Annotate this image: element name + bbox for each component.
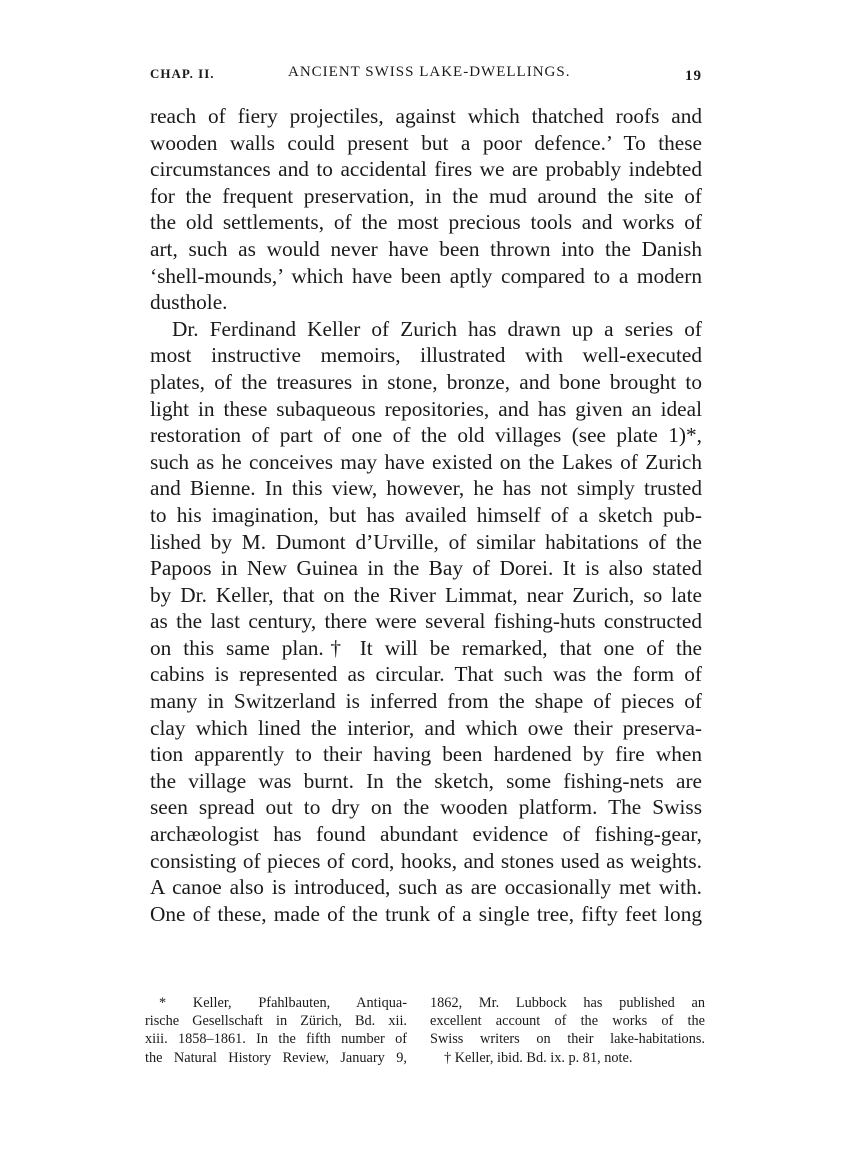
footnote-line: † Keller, ibid. Bd. ix. p. 81, note.: [444, 1049, 633, 1066]
text-line: most instructive memoirs, illustrated with well-executed: [150, 343, 702, 368]
page-number: 19: [685, 68, 702, 84]
body-text: [150, 103, 702, 927]
footnote-column-left: [145, 994, 407, 1067]
text-line: wooden walls could present but a poor defence.’ To these: [150, 130, 702, 155]
text-line: and Bienne. In this view, however, he has not simply trusted: [150, 476, 702, 501]
text-line: for the frequent preservation, in the mud around the site of: [150, 183, 702, 208]
text-line: restoration of part of one of the old villages (see plate 1)*,: [150, 423, 702, 448]
footnote-line: Swiss writers on their lake-habitations.: [430, 1031, 705, 1048]
paragraph-1: [150, 103, 702, 316]
text-line: circumstances and to accidental fires we are probably indebted: [150, 157, 702, 182]
text-line: archæologist has found abundant evidence of fishing-gear,: [150, 822, 702, 847]
text-line: the village was burnt. In the sketch, some fishing-nets are: [150, 768, 702, 793]
footnote-line: rische Gesellschaft in Zürich, Bd. xii.: [145, 1013, 407, 1030]
text-line: dusthole.: [150, 290, 228, 315]
text-line: the old settlements, of the most precious tools and works of: [150, 210, 702, 235]
footnote-line: xiii. 1858–1861. In the fifth number of: [145, 1031, 407, 1048]
running-title: ANCIENT SWISS LAKE-DWELLINGS.: [288, 64, 571, 80]
text-line: as the last century, there were several fishing-huts constructed: [150, 609, 702, 634]
footnote-line: 1862, Mr. Lubbock has published an: [430, 995, 705, 1011]
text-line: many in Switzerland is inferred from the shape of pieces of: [150, 689, 702, 714]
text-line: Papoos in New Guinea in the Bay of Dorei. It is also stated: [150, 556, 702, 581]
text-line: clay which lined the interior, and which owe their preserva-: [150, 715, 702, 740]
text-line: by Dr. Keller, that on the River Limmat, near Zurich, so late: [150, 582, 702, 607]
text-line: plates, of the treasures in stone, bronze, and bone brought to: [150, 369, 702, 394]
text-line: art, such as would never have been thrown into the Danish: [150, 236, 702, 261]
running-header: [150, 62, 702, 88]
text-line: seen spread out to dry on the wooden platform. The Swiss: [150, 795, 702, 820]
text-line: light in these subaqueous repositories, and has given an ideal: [150, 396, 702, 421]
text-line: consisting of pieces of cord, hooks, and stones used as weights.: [150, 848, 702, 873]
text-line: such as he conceives may have existed on the Lakes of Zurich: [150, 449, 702, 474]
text-line: A canoe also is introduced, such as are occasionally met with.: [150, 875, 702, 900]
footnote-line: the Natural History Review, January 9,: [145, 1049, 407, 1066]
text-line: Dr. Ferdinand Keller of Zurich has drawn up a series of: [172, 316, 702, 341]
footnote-line: excellent account of the works of the: [430, 1013, 705, 1030]
text-line: to his imagination, but has availed himself of a sketch pub-: [150, 502, 702, 527]
text-line: cabins is represented as circular. That such was the form of: [150, 662, 702, 687]
chapter-label: CHAP. II.: [150, 66, 215, 81]
footnote-line: * Keller, Pfahlbauten, Antiqua-: [159, 995, 407, 1011]
text-line: ‘shell-mounds,’ which have been aptly compared to a modern: [150, 263, 702, 288]
footnote-column-right: [430, 994, 705, 1067]
text-line: tion apparently to their having been hardened by fire when: [150, 742, 702, 767]
paragraph-2: [150, 316, 702, 928]
text-line: reach of fiery projectiles, against which thatched roofs and: [150, 104, 702, 128]
text-line: lished by M. Dumont d’Urville, of similar habitations of the: [150, 529, 702, 554]
text-line: on this same plan.† It will be remarked, that one of the: [150, 635, 702, 660]
text-line: One of these, made of the trunk of a single tree, fifty feet long: [150, 901, 702, 926]
